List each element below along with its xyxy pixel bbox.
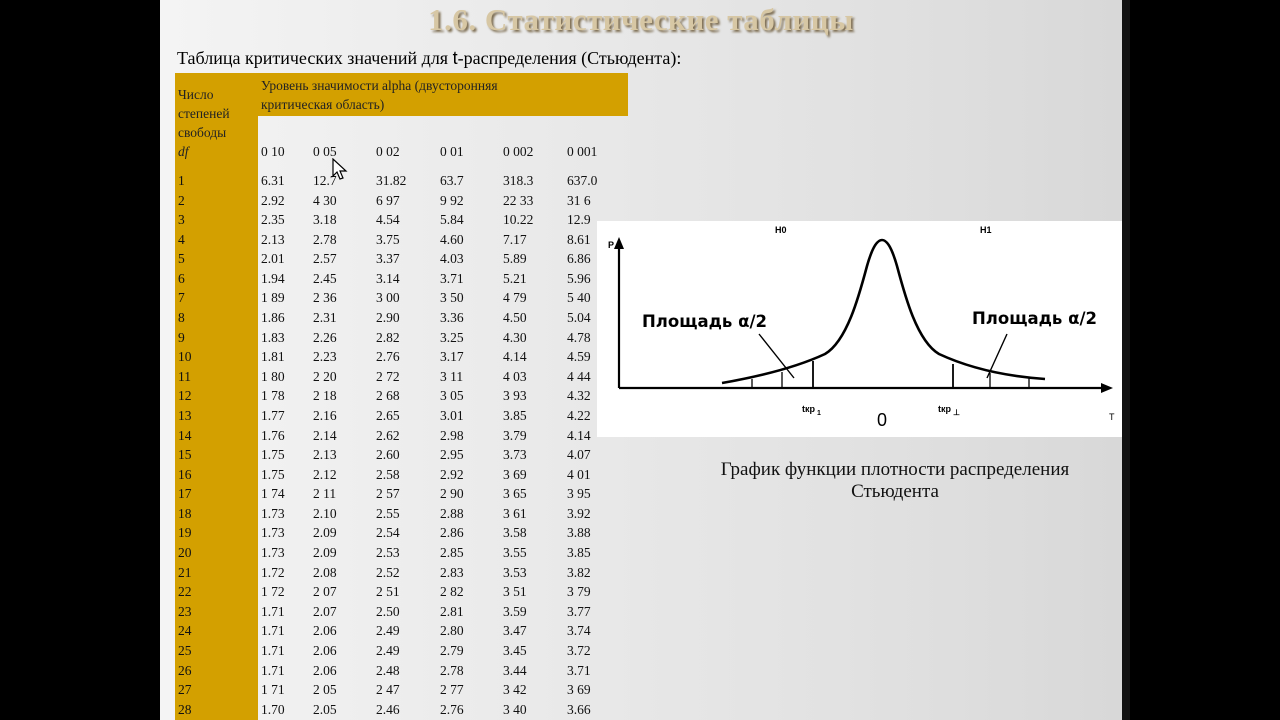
critical-value-cell: 3 61 <box>503 505 527 521</box>
critical-value-cell: 3 11 <box>440 368 464 384</box>
critical-value-cell: 2 47 <box>376 682 400 698</box>
df-value: 25 <box>178 642 192 658</box>
df-header-symbol: df <box>178 144 189 159</box>
critical-value-cell: 2.60 <box>376 447 400 463</box>
critical-value-cell: 4.30 <box>503 329 527 345</box>
critical-value-cell: 4 03 <box>503 368 527 384</box>
critical-value-cell: 2.62 <box>376 427 400 443</box>
df-value: 12 <box>178 388 192 404</box>
critical-value-cell: 1.73 <box>261 505 285 521</box>
alpha-header-title <box>261 76 621 114</box>
critical-value-cell: 1.71 <box>261 623 285 639</box>
df-value: 4 <box>178 231 185 247</box>
critical-value-cell: 3 00 <box>376 290 400 306</box>
alpha-level-header: 0 02 <box>376 144 400 159</box>
critical-value-cell: 2.82 <box>376 329 400 345</box>
critical-value-cell: 3 50 <box>440 290 464 306</box>
critical-value-cell: 2.88 <box>440 505 464 521</box>
df-value: 8 <box>178 310 185 326</box>
critical-value-cell: 1 71 <box>261 682 285 698</box>
df-value: 1 <box>178 173 185 188</box>
y-axis-arrow-icon <box>614 237 624 249</box>
critical-value-cell: 2.01 <box>261 251 285 267</box>
df-value: 6 <box>178 270 185 286</box>
critical-value-cell: 1.71 <box>261 642 285 658</box>
critical-value-cell: 1 74 <box>261 486 285 502</box>
critical-value-cell: 2.90 <box>376 310 400 326</box>
critical-value-cell: 2.23 <box>313 349 337 365</box>
df-value: 18 <box>178 505 192 521</box>
critical-value-cell: 2.85 <box>440 545 464 561</box>
slide <box>160 0 1122 720</box>
critical-value-cell: 2.80 <box>440 623 464 639</box>
critical-value-cell: 2.78 <box>440 662 464 678</box>
critical-value-cell: 5.96 <box>567 270 591 286</box>
critical-value-cell: 2.81 <box>440 603 464 619</box>
critical-value-cell: 3 42 <box>503 682 527 698</box>
critical-value-cell: 4 79 <box>503 290 527 306</box>
critical-value-cell: 3.72 <box>567 642 591 658</box>
critical-value-cell: 6.86 <box>567 251 591 267</box>
critical-value-cell: 1.81 <box>261 349 285 365</box>
critical-value-cell: 4.54 <box>376 212 400 228</box>
critical-value-cell: 2.55 <box>376 505 400 521</box>
critical-value-cell: 4 01 <box>567 466 591 482</box>
df-value: 7 <box>178 290 185 306</box>
critical-value-cell: 2 68 <box>376 388 400 404</box>
critical-value-cell: 2 07 <box>313 584 337 600</box>
critical-value-cell: 2.79 <box>440 642 464 658</box>
critical-value-cell: 2.83 <box>440 564 464 580</box>
critical-value-cell: 2.35 <box>261 212 285 228</box>
table-subtitle <box>177 48 681 69</box>
critical-value-cell: 10.22 <box>503 212 534 228</box>
alpha-level-header: 0 05 <box>313 144 337 159</box>
area-left-label: Площадь α/2 <box>642 312 767 331</box>
alpha-level-header: 0 002 <box>503 144 534 159</box>
critical-value-cell: 1.70 <box>261 701 285 717</box>
critical-value-cell: 2.31 <box>313 310 337 326</box>
area-right-label: Площадь α/2 <box>972 309 1097 328</box>
critical-value-cell: 2.13 <box>313 447 337 463</box>
critical-value-cell: 2.92 <box>261 192 285 208</box>
critical-value-cell: 4.32 <box>567 388 591 404</box>
df-value: 27 <box>178 682 192 698</box>
critical-value-cell: 1 89 <box>261 290 285 306</box>
critical-value-cell: 5.04 <box>567 310 591 326</box>
critical-value-cell: 12.9 <box>567 212 591 228</box>
critical-value-cell: 2.48 <box>376 662 400 678</box>
zero-label: 0 <box>877 410 888 430</box>
critical-value-cell: 2.50 <box>376 603 400 619</box>
critical-value-cell: 2.76 <box>376 349 400 365</box>
critical-value-cell: 3 40 <box>503 701 527 717</box>
df-value: 3 <box>178 212 185 228</box>
critical-value-cell: 22 33 <box>503 192 534 208</box>
critical-value-cell: 3.53 <box>503 564 527 580</box>
df-value: 10 <box>178 349 192 365</box>
critical-value-cell: 4.60 <box>440 231 464 247</box>
critical-value-cell: 2.26 <box>313 329 337 345</box>
critical-value-cell: 3.77 <box>567 603 591 619</box>
critical-value-cell: 2 20 <box>313 368 337 384</box>
critical-value-cell: 3.71 <box>567 662 591 678</box>
critical-value-cell: 4.50 <box>503 310 527 326</box>
critical-value-cell: 3.85 <box>503 407 527 423</box>
critical-value-cell: 3.01 <box>440 407 464 423</box>
critical-value-cell: 2.92 <box>440 466 464 482</box>
critical-value-cell: 1.71 <box>261 662 285 678</box>
critical-value-cell: 2.49 <box>376 623 400 639</box>
df-header-line: Число <box>178 87 214 102</box>
critical-value-cell: 3.55 <box>503 545 527 561</box>
critical-value-cell: 2.53 <box>376 545 400 561</box>
critical-value-cell: 3.18 <box>313 212 337 228</box>
critical-value-cell: 6 97 <box>376 192 400 208</box>
window-edge <box>1122 0 1130 720</box>
df-header <box>178 85 230 161</box>
page-title: 1.6. Статистические таблицы <box>428 2 854 37</box>
t-crit-left-label <box>802 404 821 417</box>
t-crit-right-sub: ⊥ <box>953 408 960 417</box>
df-value: 14 <box>178 427 192 443</box>
critical-value-cell: 2.58 <box>376 466 400 482</box>
density-graph-svg <box>597 221 1122 437</box>
critical-value-cell: 1.73 <box>261 545 285 561</box>
critical-value-cell: 1 80 <box>261 368 285 384</box>
df-value: 28 <box>178 701 192 717</box>
critical-value-cell: 2.08 <box>313 564 337 580</box>
df-value: 26 <box>178 662 192 678</box>
critical-value-cell: 6.31 <box>261 173 285 188</box>
critical-value-cell: 7.17 <box>503 231 527 247</box>
critical-value-cell: 3.14 <box>376 270 400 286</box>
critical-value-cell: 2.57 <box>313 251 337 267</box>
critical-value-cell: 4.59 <box>567 349 591 365</box>
critical-value-cell: 2.06 <box>313 662 337 678</box>
critical-value-cell: 2.10 <box>313 505 337 521</box>
critical-value-cell: 2.45 <box>313 270 337 286</box>
df-value: 15 <box>178 447 192 463</box>
critical-value-cell: 3.17 <box>440 349 464 365</box>
alpha-header-line1: Уровень значимости alpha (двусторонняя <box>261 78 498 93</box>
critical-value-cell: 4 44 <box>567 368 591 384</box>
df-value: 2 <box>178 192 185 208</box>
critical-value-cell: 2.86 <box>440 525 464 541</box>
critical-value-cell: 2 90 <box>440 486 464 502</box>
critical-value-cell: 5.89 <box>503 251 527 267</box>
critical-value-cell: 4.03 <box>440 251 464 267</box>
alpha-header-band <box>258 73 628 116</box>
df-value: 16 <box>178 466 192 482</box>
critical-value-cell: 2.14 <box>313 427 337 443</box>
critical-value-cell: 2.13 <box>261 231 285 247</box>
critical-value-cell: 5.21 <box>503 270 527 286</box>
critical-value-cell: 1.77 <box>261 407 285 423</box>
h1-label: H1 <box>980 225 992 235</box>
critical-value-cell: 2.52 <box>376 564 400 580</box>
df-value: 20 <box>178 545 192 561</box>
df-header-line: степеней <box>178 106 230 121</box>
critical-value-cell: 318.3 <box>503 173 534 188</box>
caption-line2: Стьюдента <box>851 481 939 502</box>
critical-value-cell: 2.49 <box>376 642 400 658</box>
critical-value-cell: 2 72 <box>376 368 400 384</box>
critical-value-cell: 4.22 <box>567 407 591 423</box>
h0-label: H0 <box>775 225 787 235</box>
critical-value-cell: 2.05 <box>313 701 337 717</box>
critical-value-cell: 3 79 <box>567 584 591 600</box>
t-critical-table <box>175 73 628 720</box>
critical-value-cell: 2.07 <box>313 603 337 619</box>
critical-value-cell: 2.09 <box>313 545 337 561</box>
critical-value-cell: 63.7 <box>440 173 464 188</box>
critical-value-cell: 3 69 <box>567 682 591 698</box>
critical-value-cell: 4 30 <box>313 192 337 208</box>
alpha-header-line2: критическая область) <box>261 97 385 112</box>
df-value: 22 <box>178 584 192 600</box>
critical-value-cell: 1.73 <box>261 525 285 541</box>
critical-value-cell: 3.92 <box>567 505 591 521</box>
critical-value-cell: 2.65 <box>376 407 400 423</box>
critical-value-cell: 2 57 <box>376 486 400 502</box>
critical-value-cell: 2.06 <box>313 623 337 639</box>
critical-value-cell: 3 93 <box>503 388 527 404</box>
subtitle-pre: Таблица критических значений для <box>177 48 453 68</box>
critical-value-cell: 2 77 <box>440 682 464 698</box>
alpha-level-header: 0 10 <box>261 144 285 159</box>
critical-value-cell: 2 18 <box>313 388 337 404</box>
critical-value-cell: 8.61 <box>567 231 591 247</box>
critical-value-cell: 1.71 <box>261 603 285 619</box>
critical-value-cell: 2.98 <box>440 427 464 443</box>
critical-value-cell: 3.75 <box>376 231 400 247</box>
critical-value-cell: 3.36 <box>440 310 464 326</box>
critical-value-cell: 3.79 <box>503 427 527 443</box>
alpha-level-header: 0 001 <box>567 144 598 159</box>
critical-value-cell: 1.86 <box>261 310 285 326</box>
critical-value-cell: 3.59 <box>503 603 527 619</box>
critical-value-cell: 2 82 <box>440 584 464 600</box>
critical-value-cell: 1 72 <box>261 584 285 600</box>
df-value: 21 <box>178 564 192 580</box>
alpha-level-header: 0 01 <box>440 144 464 159</box>
df-value: 9 <box>178 329 185 345</box>
critical-value-cell: 3.25 <box>440 329 464 345</box>
critical-value-cell: 2 11 <box>313 486 337 502</box>
df-value: 24 <box>178 623 192 639</box>
critical-value-cell: 4.14 <box>503 349 527 365</box>
critical-value-cell: 4.14 <box>567 427 591 443</box>
critical-value-cell: 3.74 <box>567 623 591 639</box>
df-value: 5 <box>178 251 185 267</box>
critical-value-cell: 2.46 <box>376 701 400 717</box>
y-axis-label: P <box>608 240 615 250</box>
critical-value-cell: 4.07 <box>567 447 591 463</box>
critical-value-cell: 3.45 <box>503 642 527 658</box>
critical-value-cell: 1.75 <box>261 466 285 482</box>
critical-value-cell: 2 51 <box>376 584 400 600</box>
critical-value-cell: 1.72 <box>261 564 285 580</box>
critical-value-cell: 5.84 <box>440 212 464 228</box>
critical-value-cell: 31.82 <box>376 173 407 188</box>
df-header-line: свободы <box>178 125 227 140</box>
critical-value-cell: 3.44 <box>503 662 527 678</box>
mouse-cursor-icon <box>332 158 348 182</box>
critical-value-cell: 637.0 <box>567 173 598 188</box>
critical-value-cell: 1 78 <box>261 388 285 404</box>
critical-value-cell: 3.58 <box>503 525 527 541</box>
caption-line1: График функции плотности распределения <box>720 459 1070 480</box>
critical-value-cell: 2.54 <box>376 525 400 541</box>
critical-value-cell: 3.47 <box>503 623 527 639</box>
t-crit-right-text: tкр <box>938 404 951 414</box>
critical-value-cell: 2.95 <box>440 447 464 463</box>
critical-value-cell: 2.09 <box>313 525 337 541</box>
critical-value-cell: 3.66 <box>567 701 591 717</box>
critical-value-cell: 3 65 <box>503 486 527 502</box>
student-density-graph <box>597 221 1122 437</box>
t-crit-left-text: tкр <box>802 404 815 414</box>
df-value: 23 <box>178 603 192 619</box>
graph-caption <box>620 459 1122 503</box>
critical-value-cell: 3 05 <box>440 388 464 404</box>
critical-value-cell: 5 40 <box>567 290 591 306</box>
subtitle-post: -распределения (Стьюдента): <box>457 48 682 68</box>
critical-value-cell: 2.76 <box>440 701 464 717</box>
critical-value-cell: 2.06 <box>313 642 337 658</box>
critical-value-cell: 3 95 <box>567 486 591 502</box>
critical-value-cell: 12.7 <box>313 173 337 188</box>
x-axis-arrow-icon <box>1101 383 1113 393</box>
critical-value-cell: 3.37 <box>376 251 400 267</box>
x-axis-label: T <box>1109 412 1115 422</box>
critical-value-cell: 3.88 <box>567 525 591 541</box>
critical-value-cell: 31 6 <box>567 192 591 208</box>
critical-value-cell: 3.82 <box>567 564 591 580</box>
df-value: 17 <box>178 486 192 502</box>
critical-value-cell: 2.78 <box>313 231 337 247</box>
critical-value-cell: 2 36 <box>313 290 337 306</box>
critical-value-cell: 3.71 <box>440 270 464 286</box>
critical-value-cell: 1.75 <box>261 447 285 463</box>
critical-value-cell: 1.76 <box>261 427 285 443</box>
t-crit-right-label <box>938 404 960 417</box>
critical-value-cell: 2.16 <box>313 407 337 423</box>
critical-value-cell: 1.94 <box>261 270 285 286</box>
critical-value-cell: 3.85 <box>567 545 591 561</box>
critical-value-cell: 3.73 <box>503 447 527 463</box>
subtitle-t: t <box>452 48 458 68</box>
critical-value-cell: 2 05 <box>313 682 337 698</box>
critical-value-cell: 3 51 <box>503 584 527 600</box>
df-value: 13 <box>178 407 192 423</box>
critical-value-cell: 4.78 <box>567 329 591 345</box>
df-value: 19 <box>178 525 192 541</box>
t-crit-left-sub: 1 <box>817 410 821 417</box>
critical-value-cell: 1.83 <box>261 329 285 345</box>
critical-value-cell: 9 92 <box>440 192 464 208</box>
critical-value-cell: 3 69 <box>503 466 527 482</box>
df-value: 11 <box>178 368 191 384</box>
critical-value-cell: 2.12 <box>313 466 337 482</box>
